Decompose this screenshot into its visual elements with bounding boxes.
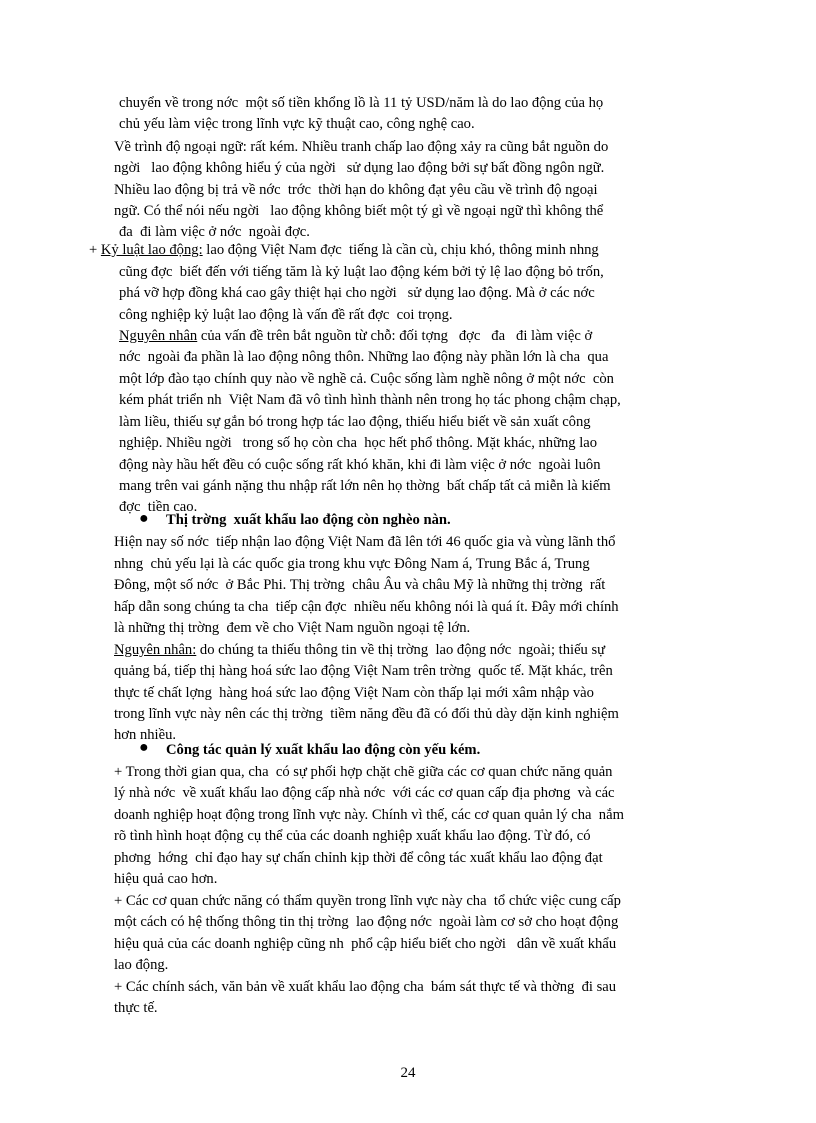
text-line: một cách có hệ thống thông tin thị trờng lao động nớc ngoài làm cơ sở cho hoạt động (114, 914, 619, 930)
text-line: một lớp đào tạo chính quy nào về nghề cả. Cuộc sống làm nghề nông ở một nớc còn (119, 371, 614, 387)
text-line: hơn nhiều. (114, 727, 177, 743)
text-line: kém phát triển nh Việt Nam đã vô tình hình thành nên trong họ tác phong chậm chạp, (119, 392, 621, 408)
text-line: đa đi làm việc ở nớc ngoài đợc. (119, 224, 310, 240)
text-line: rõ tình hình hoạt động cụ thể của các doanh nghiệp xuất khẩu lao động. Từ đó, có (114, 828, 591, 844)
text-line: hấp dẫn song chúng ta cha tiếp cận đợc nhiều nếu không nói là quá ít. Đây mới chính (114, 599, 619, 615)
text-line: + Trong thời gian qua, cha có sự phối hợp chặt chẽ giữa các cơ quan chức năng quản (114, 764, 613, 780)
text-line: cũng đợc biết đến với tiếng tăm là kỷ luật lao động kém bởi tỷ lệ lao động bỏ trốn, (119, 264, 604, 280)
text-line: quảng bá, tiếp thị hàng hoá sức lao động Việt Nam trên trờng quốc tế. Mặt khác, trên (114, 663, 613, 679)
text-line: nớc ngoài đa phần là lao động nông thôn. Những lao động này phần lớn là cha qua (119, 349, 609, 365)
text-line: mang trên vai gánh nặng thu nhập rất lớn nên họ thờng bất chấp tất cả miễn là kiếm (119, 478, 611, 494)
text-line: làm liều, thiếu sự gắn bó trong hợp tác lao động, thiếu hiểu biết về sản xuất công (119, 414, 591, 430)
text-line: hiệu quả cao hơn. (114, 871, 218, 887)
text-line: phá vỡ hợp đồng khá cao gây thiệt hại cho ngời sử dụng lao động. Mà ở các nớc (119, 285, 595, 301)
section-label: Nguyên nhân: (114, 642, 197, 658)
text-line: trong lĩnh vực này nên các thị trờng tiềm năng đều đã có đối thủ dày dặn kinh nghiệm (114, 706, 619, 722)
text-line: nhng chủ yếu lại là các quốc gia trong khu vực Đông Nam á, Trung Bắc á, Trung (114, 556, 590, 572)
text-line: Hiện nay số nớc tiếp nhận lao động Việt Nam đã lên tới 46 quốc gia và vùng lãnh thổ (114, 534, 616, 550)
text-line: là những thị trờng đem về cho Việt Nam nguồn ngoại tệ lớn. (114, 620, 471, 636)
text-run: do chúng ta thiếu thông tin về thị trờng lao động nớc ngoài; thiếu sự (196, 642, 606, 658)
text-run: của vấn đề trên bắt nguồn từ chỗ: đối tợng đợc đa đi làm việc ở (197, 328, 593, 344)
text-line: động này hầu hết đều có cuộc sống rất khó khăn, khi đi làm việc ở nớc ngoài luôn (119, 457, 601, 473)
section-label: Kỷ luật lao động: (100, 242, 203, 258)
text-line: chuyển về trong nớc một số tiền khổng lồ là 11 tỷ USD/năm là do lao động của họ (119, 95, 604, 111)
text-line (119, 326, 592, 346)
text-line: phơng hớng chỉ đạo hay sự chấn chỉnh kịp thời để công tác xuất khẩu lao động đạt (114, 850, 603, 866)
text-line: công nghiệp kỷ luật lao động là vấn đề rất đợc coi trọng. (119, 307, 453, 323)
text-line: đợc tiền cao. (119, 499, 198, 515)
text-line: nghiệp. Nhiều ngời trong số họ còn cha học hết phổ thông. Mặt khác, những lao (119, 435, 598, 451)
section-heading: Công tác quản lý xuất khẩu lao động còn yếu kém. (166, 742, 481, 758)
text-line: lý nhà nớc về xuất khẩu lao động cấp nhà nớc với các cơ quan cấp địa phơng và các (114, 785, 615, 801)
bullet-icon: ● (139, 739, 149, 756)
text-line: + Các chính sách, văn bản về xuất khẩu lao động cha bám sát thực tế và thờng đi sau (114, 979, 617, 995)
text-line: + Các cơ quan chức năng có thẩm quyền trong lĩnh vực này cha tổ chức việc cung cấp (114, 893, 621, 909)
text-line: Về trình độ ngoại ngữ: rất kém. Nhiều tranh chấp lao động xảy ra cũng bắt nguồn do (114, 139, 609, 155)
text-line: thực tế chất lợng hàng hoá sức lao động Việt Nam còn thấp lại mới xâm nhập vào (114, 685, 594, 701)
text-line: hiệu quả của các doanh nghiệp cũng nh phổ cập hiểu biết cho ngời dân về xuất khẩu (114, 936, 617, 952)
text-line: Nhiều lao động bị trả về nớc trớc thời hạn do không đạt yêu cầu về trình độ ngoại (114, 182, 598, 198)
text-run: lao động Việt Nam đợc tiếng là cần cù, chịu khó, thông minh nhng (202, 242, 599, 258)
section-label: Nguyên nhân (119, 328, 198, 344)
text-line: doanh nghiệp hoạt động trong lĩnh vực này. Chính vì thế, các cơ quan quản lý cha nắm (114, 807, 624, 823)
plus-marker: + (89, 242, 101, 258)
text-line: lao động. (114, 957, 169, 973)
text-line (114, 640, 605, 660)
text-line (89, 240, 599, 260)
text-line: ngữ. Có thể nói nếu ngời lao động không biết một tý gì về ngoại ngữ thì không thể (114, 203, 604, 219)
page-number: 24 (400, 1065, 416, 1081)
text-line: thực tế. (114, 1000, 158, 1016)
text-line: ngời lao động không hiểu ý của ngời sử dụng lao động bởi sự bất đồng ngôn ngữ. (114, 160, 605, 176)
text-line: Đông, một số nớc ở Bắc Phi. Thị trờng châu Âu và châu Mỹ là những thị trờng rất (114, 577, 606, 593)
text-line: chủ yếu làm việc trong lĩnh vực kỹ thuật cao, công nghệ cao. (119, 116, 475, 132)
section-heading: Thị trờng xuất khẩu lao động còn nghèo nàn. (166, 512, 451, 528)
bullet-icon: ● (139, 510, 149, 527)
